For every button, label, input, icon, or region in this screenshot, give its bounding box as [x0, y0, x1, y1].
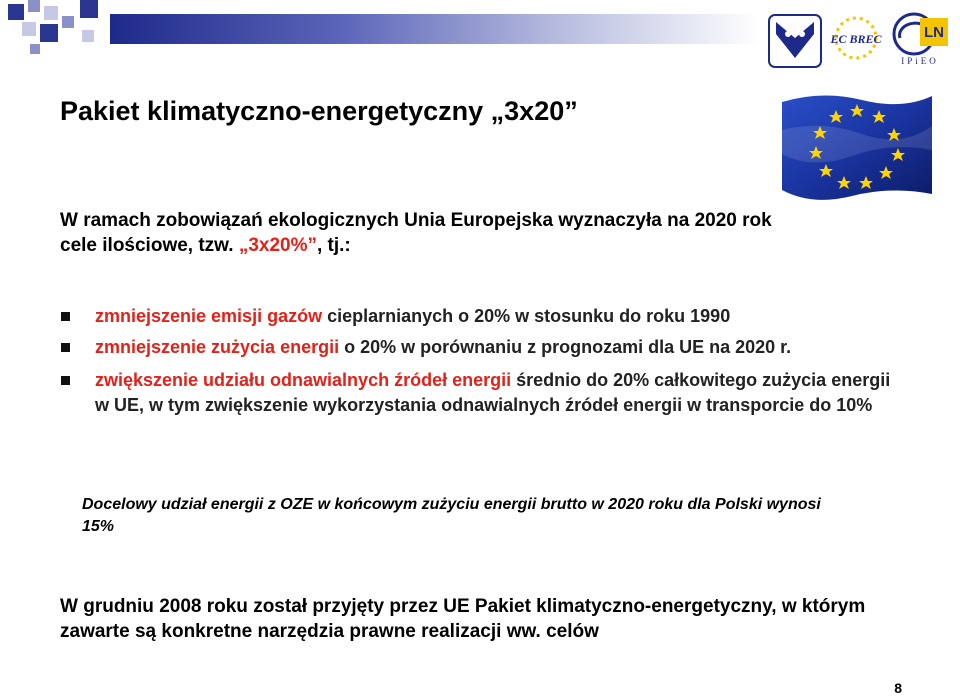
face-emblem-icon	[768, 14, 822, 68]
list-item	[60, 335, 900, 360]
list-item	[60, 368, 900, 418]
eu-flag-image	[782, 90, 932, 200]
list-item-highlight: zmniejszenie emisji gazów	[95, 306, 323, 326]
decor-square	[44, 6, 58, 20]
decor-square	[82, 30, 94, 42]
goals-list	[60, 304, 900, 424]
ipieo-caption: IPiEO	[901, 56, 939, 66]
square-bullet-icon	[61, 376, 70, 385]
eu-flag-icon	[782, 90, 932, 200]
organization-logo-left	[768, 14, 822, 68]
square-bullet-icon	[61, 343, 70, 352]
intro-highlight: „3x20%”	[238, 235, 317, 256]
decor-square	[28, 0, 40, 12]
closing-paragraph: W grudniu 2008 roku został przyjęty przez UE Pakiet klimatyczno-energetyczny, w którym zawarte są konkretne narzędzia prawne realizacji ww. celów	[60, 596, 866, 642]
intro-text: W ramach zobowiązań ekologicznych Unia Europejska wyznaczyła na 2020 rok cele ilościowe, tzw.	[60, 210, 772, 256]
list-item-text: cieplarnianych o 20% w stosunku do roku 1990	[322, 306, 731, 326]
decor-square	[80, 0, 98, 18]
decor-square	[40, 24, 58, 42]
page-number: 8	[894, 680, 902, 696]
list-item	[60, 304, 900, 329]
partner-logos	[764, 10, 960, 70]
ec-brec-logo	[826, 16, 886, 66]
list-item-highlight: zwiększenie udziału odnawialnych źródeł energii	[95, 370, 512, 390]
decor-square	[22, 22, 36, 36]
square-bullet-icon	[61, 312, 70, 321]
intro-paragraph	[60, 208, 780, 258]
decor-square	[30, 44, 40, 54]
header-gradient-bar	[110, 14, 760, 44]
decor-square	[62, 16, 74, 28]
ec-brec-logo-text: EC BREC	[830, 32, 882, 46]
list-item-text: o 20% w porównaniu z prognozami dla UE na 2020 r.	[339, 337, 792, 357]
list-item-text: średnio do 20% całkowitego zużycia energii w UE, w tym zwiększenie wykorzystania odnawialnych źródeł energii w transporcie do 10%	[95, 370, 891, 415]
ln-logo-text: LN	[924, 24, 944, 41]
poland-target-note: Docelowy udział energii z OZE w końcowym zużyciu energii brutto w 2020 roku dla Polski wynosi 15%	[82, 496, 821, 535]
decor-square	[8, 4, 24, 20]
list-item-highlight: zmniejszenie zużycia energii	[95, 337, 340, 357]
ln-ipieo-logo	[890, 12, 950, 70]
page-title: Pakiet klimatyczno-energetyczny „3x20”	[60, 96, 578, 126]
intro-text-end: , tj.:	[316, 235, 351, 256]
